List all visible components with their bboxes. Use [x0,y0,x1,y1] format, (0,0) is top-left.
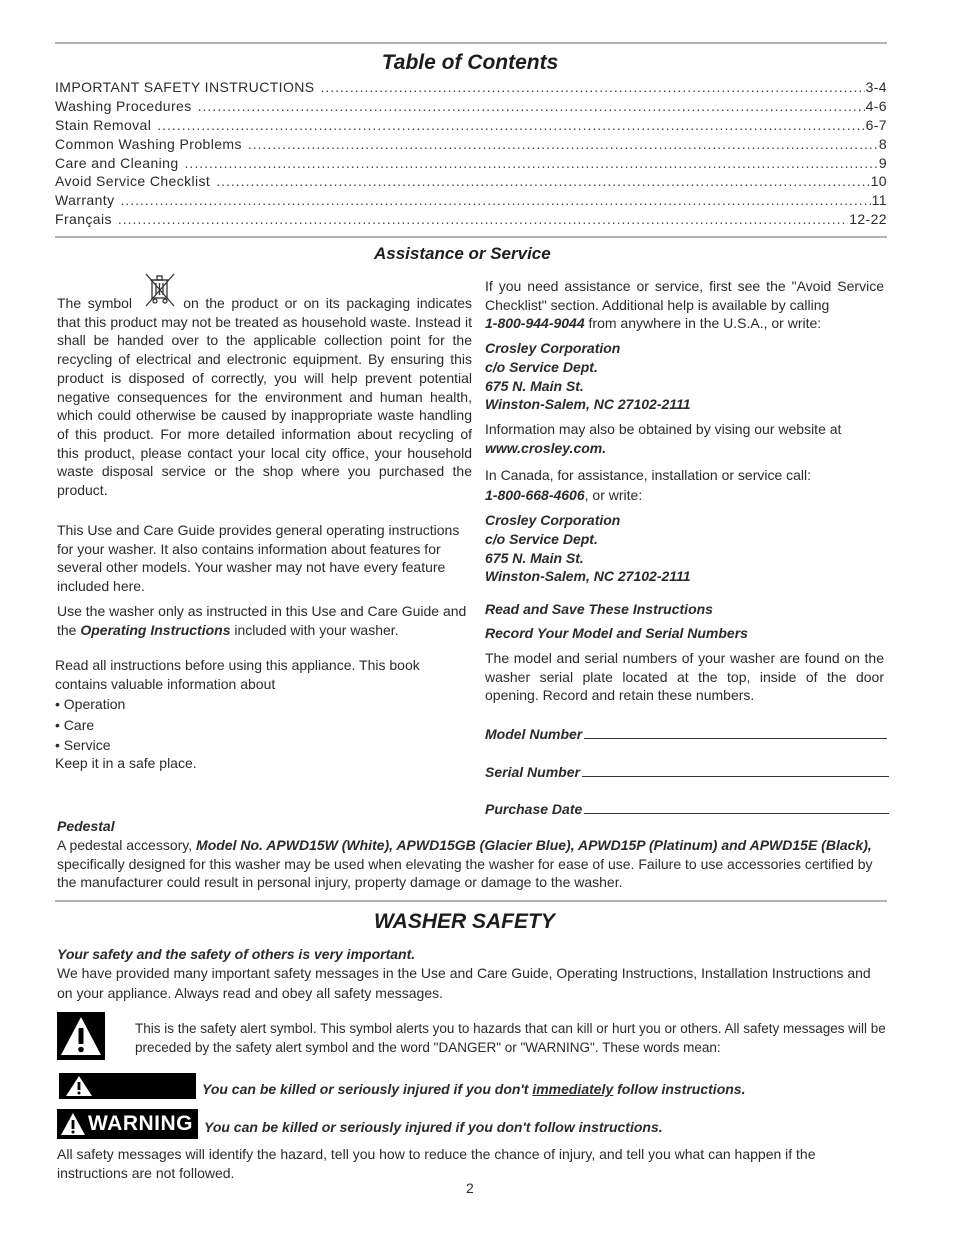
toc-entry-pages: 9 [878,154,887,171]
pedestal-pre: A pedestal accessory, [57,837,197,853]
canada-intro: In Canada, for assistance, installation or service call: [485,467,812,483]
bullet-item: • Service [55,737,111,754]
alert-triangle-icon [57,1012,105,1060]
pedestal-models: Model No. APWD15W (White), APWD15GB (Glacier Blue), APWD15P (Platinum) and APWD15E (Black), [196,837,872,853]
model-number-field[interactable] [485,724,887,742]
serial-number-field[interactable] [485,762,889,780]
safety-top-rule [55,900,887,902]
toc-leader [320,79,864,95]
toc-entry-pages: 4-6 [865,97,887,114]
toc-entry-title: Warranty [55,192,115,209]
address-line: 675 N. Main St. [485,549,584,566]
us-phone: 1-800-944-9044 [485,315,585,331]
serial-number-line[interactable] [582,762,889,777]
toc-entry [55,136,887,155]
toc-entry-pages: 11 [871,192,887,209]
right-intro: If you need assistance or service, first see the "Avoid Service Checklist" section. Additional help is available by calling [485,278,884,313]
toc-leader [120,192,870,208]
left-column [57,294,472,500]
toc-entry [55,192,887,211]
toc-leader [157,117,864,133]
toc-entry-title: Washing Procedures [55,97,192,114]
model-number-line[interactable] [584,724,887,739]
symbol-pre-text: The symbol [57,295,133,311]
website-pre: Information may also be obtained by vising our website at [485,421,842,437]
purchase-date-label: Purchase Date [485,801,583,817]
address-line: Winston-Salem, NC 27102-2111 [485,568,691,585]
record-paragraph: The model and serial numbers of your washer are found on the washer serial plate located at the top, inside of the door opening. Record and retain these numbers. [485,650,884,704]
safety-intro: We have provided many important safety messages in the Use and Care Guide, Operating Instructions, Installation Instructions and on your appliance. Always read and obey all safety messages. [57,965,871,1001]
serial-number-label: Serial Number [485,764,580,780]
warning-word: WARNING [88,1112,193,1135]
toc-entry-pages: 8 [878,135,887,152]
bullet-item: • Care [55,716,95,733]
read-save-heading: Read and Save These Instructions [485,601,713,617]
website-paragraph [485,420,884,457]
toc-entry-title: Common Washing Problems [55,135,242,152]
address-line: c/o Service Dept. [485,358,598,375]
toc-leader [216,173,869,189]
ca-phone-post: , or write: [584,487,643,503]
danger-triangle-icon [64,1074,94,1098]
toc-entry [55,173,887,192]
toc-entry [55,98,887,117]
canada-address [485,511,691,586]
toc-entry-pages: 10 [870,173,887,190]
top-rule [55,42,887,44]
website-link: www.crosley.com. [485,439,607,456]
model-number-label: Model Number [485,726,583,742]
assistance-heading: Assistance or Service [374,244,551,263]
symbol-post-text: on the product or on its packaging indicates that this product may not be treated as household waste. Instead it shall be handed over to the applicable collection point for the recycling of electrical and electronic equipment. By ensuring this product is disposed of correctly, you will help prevent potential negative consequences for the environment and human health, which could otherwise be caused by inappropriate waste handling of this product. For more detailed information about recycling of this product, please contact your local city office, your household waste disposal service or the shop where you purchased the product. [57,295,473,499]
danger-pre: You can be killed or seriously injured if you don't [202,1081,533,1097]
warning-triangle-icon [60,1112,86,1136]
pedestal-post: specifically designed for this washer may be used when elevating the washer for ease of use. Failure to use accessories certified by the manufacturer could result in personal injury, property damage or damage to the washer. [57,855,873,891]
guide-paragraph: This Use and Care Guide provides general operating instructions for your washer. It also contains information about features for several other models. Your washer may not have every feature included here. [57,522,460,595]
danger-badge [59,1073,196,1099]
alert-paragraph: This is the safety alert symbol. This symbol alerts you to hazards that can kill or hurt you or others. All safety messages will be preceded by the safety alert symbol and the word "DANGER" or "WARNING". These words mean: [135,1021,886,1055]
pedestal-paragraph [57,836,887,892]
toc-entry [55,155,887,174]
toc-leader [185,155,878,171]
record-heading: Record Your Model and Serial Numbers [485,625,748,641]
read-paragraph: Read all instructions before using this appliance. This book contains valuable information about [55,657,420,692]
ca-phone-line [485,486,885,505]
toc-leader [248,136,878,152]
toc-title: Table of Contents [381,51,559,74]
toc-entry [55,211,887,230]
warning-badge [57,1109,198,1139]
address-line: Winston-Salem, NC 27102-2111 [485,396,691,413]
purchase-date-field[interactable] [485,799,889,817]
safety-closing: All safety messages will identify the hazard, tell you how to reduce the chance of injury, and tell you what can happen if the instructions are not followed. [57,1146,816,1181]
us-phone-line [485,314,885,333]
page-number: 2 [466,1180,474,1196]
purchase-date-line[interactable] [584,799,889,814]
toc-entry-pages: 12-22 [849,211,887,228]
use-post-text: included with your washer. [230,621,399,638]
toc-entry-title: Stain Removal [55,116,152,133]
address-line: Crosley Corporation [485,512,621,528]
address-line: c/o Service Dept. [485,530,598,547]
danger-post: follow instructions. [613,1081,746,1097]
use-paragraph [57,602,475,639]
address-line: Crosley Corporation [485,340,621,356]
bullet-list [55,694,125,756]
toc-entry-title: Care and Cleaning [55,154,179,171]
safety-heading: WASHER SAFETY [374,910,555,933]
keep-text: Keep it in a safe place. [55,755,197,771]
address-line: 675 N. Main St. [485,377,584,394]
toc-leader [198,98,865,114]
toc-entry-title: Avoid Service Checklist [55,173,211,190]
ca-phone: 1-800-668-4606 [485,487,585,503]
danger-message [202,1081,745,1097]
toc-entry-pages: 3-4 [865,79,887,95]
us-address [485,339,691,414]
operating-instructions-text: Operating Instructions [80,621,231,638]
toc-entry-title: Français [55,211,112,228]
pedestal-heading: Pedestal [57,818,115,834]
toc-entry [55,79,887,98]
weee-bin-icon [139,298,177,308]
bullet-item: • Operation [55,696,126,712]
toc-bottom-rule [55,236,887,238]
danger-underline: immediately [532,1081,614,1097]
toc-entry-pages: 6-7 [865,116,887,133]
us-phone-post: from anywhere in the U.S.A., or write: [584,315,822,331]
weee-paragraph [57,294,472,500]
use-pre-text: Use the washer only as instructed in this Use and Care Guide and the [57,603,467,638]
toc-entry-title: IMPORTANT SAFETY INSTRUCTIONS [55,79,315,95]
safety-important: Your safety and the safety of others is very important. [57,946,416,962]
table-of-contents [55,79,887,230]
toc-leader [118,211,848,227]
warning-message: You can be killed or seriously injured if you don't follow instructions. [204,1119,663,1135]
toc-entry [55,117,887,136]
